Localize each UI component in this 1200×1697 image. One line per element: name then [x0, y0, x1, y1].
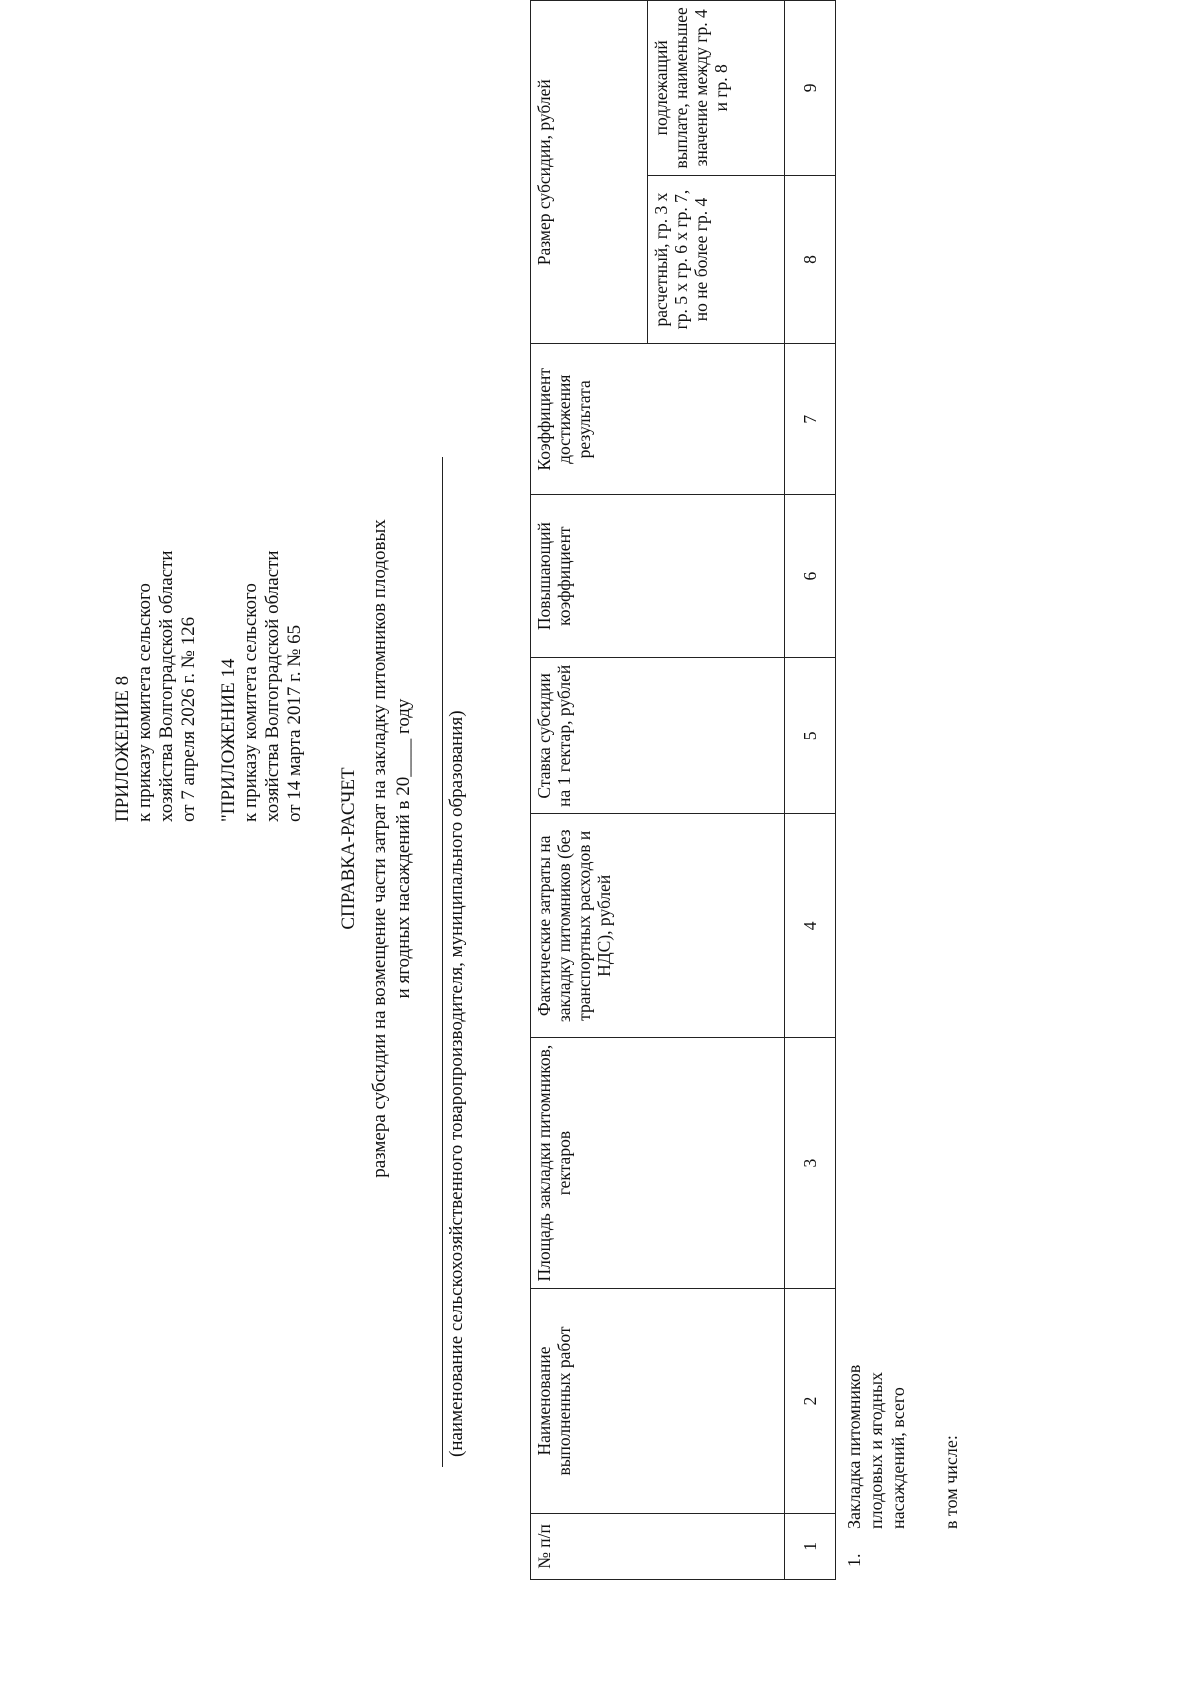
column-number: 7: [785, 344, 836, 495]
producer-name-caption: (наименование сельскохозяйственного товаропроизводителя, муниципального образования): [446, 710, 467, 1457]
producer-name-line: [442, 457, 443, 1467]
column-number: 8: [785, 175, 836, 344]
column-number-row: [785, 1, 836, 1580]
column-number: 5: [785, 658, 836, 814]
column-number: 9: [785, 1, 836, 176]
previous-appendix-title: "ПРИЛОЖЕНИЕ 14: [218, 658, 239, 822]
header-calculated: расчетный, гр. 3 х гр. 5 х гр. 6 х гр. 7, но не более гр. 4: [648, 175, 785, 344]
previous-appendix-date: от 14 марта 2017 г. № 65: [284, 624, 305, 822]
header-actual-costs: Фактические затраты на закладку питомников (без транспортных расходов и НДС), рублей: [531, 814, 785, 1038]
header-area: Площадь закладки питомников, гектаров: [531, 1038, 785, 1289]
column-number: 3: [785, 1038, 836, 1289]
row-name-total: Закладка питомников плодовых и ягодных насаждений, всего: [844, 1364, 908, 1529]
previous-appendix-line: хозяйства Волгоградской области: [262, 550, 283, 822]
row-number: 1.: [844, 1553, 864, 1567]
header-row: [531, 1, 648, 1580]
column-number: 1: [785, 1513, 836, 1579]
appendix-line: хозяйства Волгоградской области: [156, 550, 177, 822]
appendix-line: к приказу комитета сельского: [134, 583, 155, 822]
header-subsidy-rate: Ставка субсидии на 1 гектар, рублей: [531, 658, 785, 814]
column-number: 4: [785, 814, 836, 1038]
document-title: СПРАВКА-РАСЧЕТ: [338, 767, 359, 930]
header-result-coefficient: Коэффициент достижения результата: [531, 344, 785, 495]
column-number: 2: [785, 1289, 836, 1514]
document-subtitle: размера субсидии на возмещение части затрат на закладку питомников плодовых: [369, 519, 390, 1178]
appendix-title: ПРИЛОЖЕНИЕ 8: [112, 675, 133, 822]
header-number: № п/п: [531, 1513, 785, 1579]
subsidy-table: [530, 0, 836, 1580]
row-name-including: в том числе:: [941, 1435, 961, 1529]
header-subsidy-amount: Размер субсидии, рублей: [531, 1, 648, 344]
appendix-date: от 7 апреля 2026 г. № 126: [178, 616, 199, 822]
previous-appendix-block: [218, 550, 306, 822]
column-number: 6: [785, 495, 836, 658]
document-subtitle: и ягодных насаждений в 20____ году: [393, 698, 414, 999]
appendix-block: [112, 550, 200, 822]
header-raising-coefficient: Повышающий коэффициент: [531, 495, 785, 658]
previous-appendix-line: к приказу комитета сельского: [240, 583, 261, 822]
header-work-name: Наименование выполненных работ: [531, 1289, 785, 1514]
header-payable: подлежащий выплате, наименьшее значение между гр. 4 и гр. 8: [648, 1, 785, 176]
